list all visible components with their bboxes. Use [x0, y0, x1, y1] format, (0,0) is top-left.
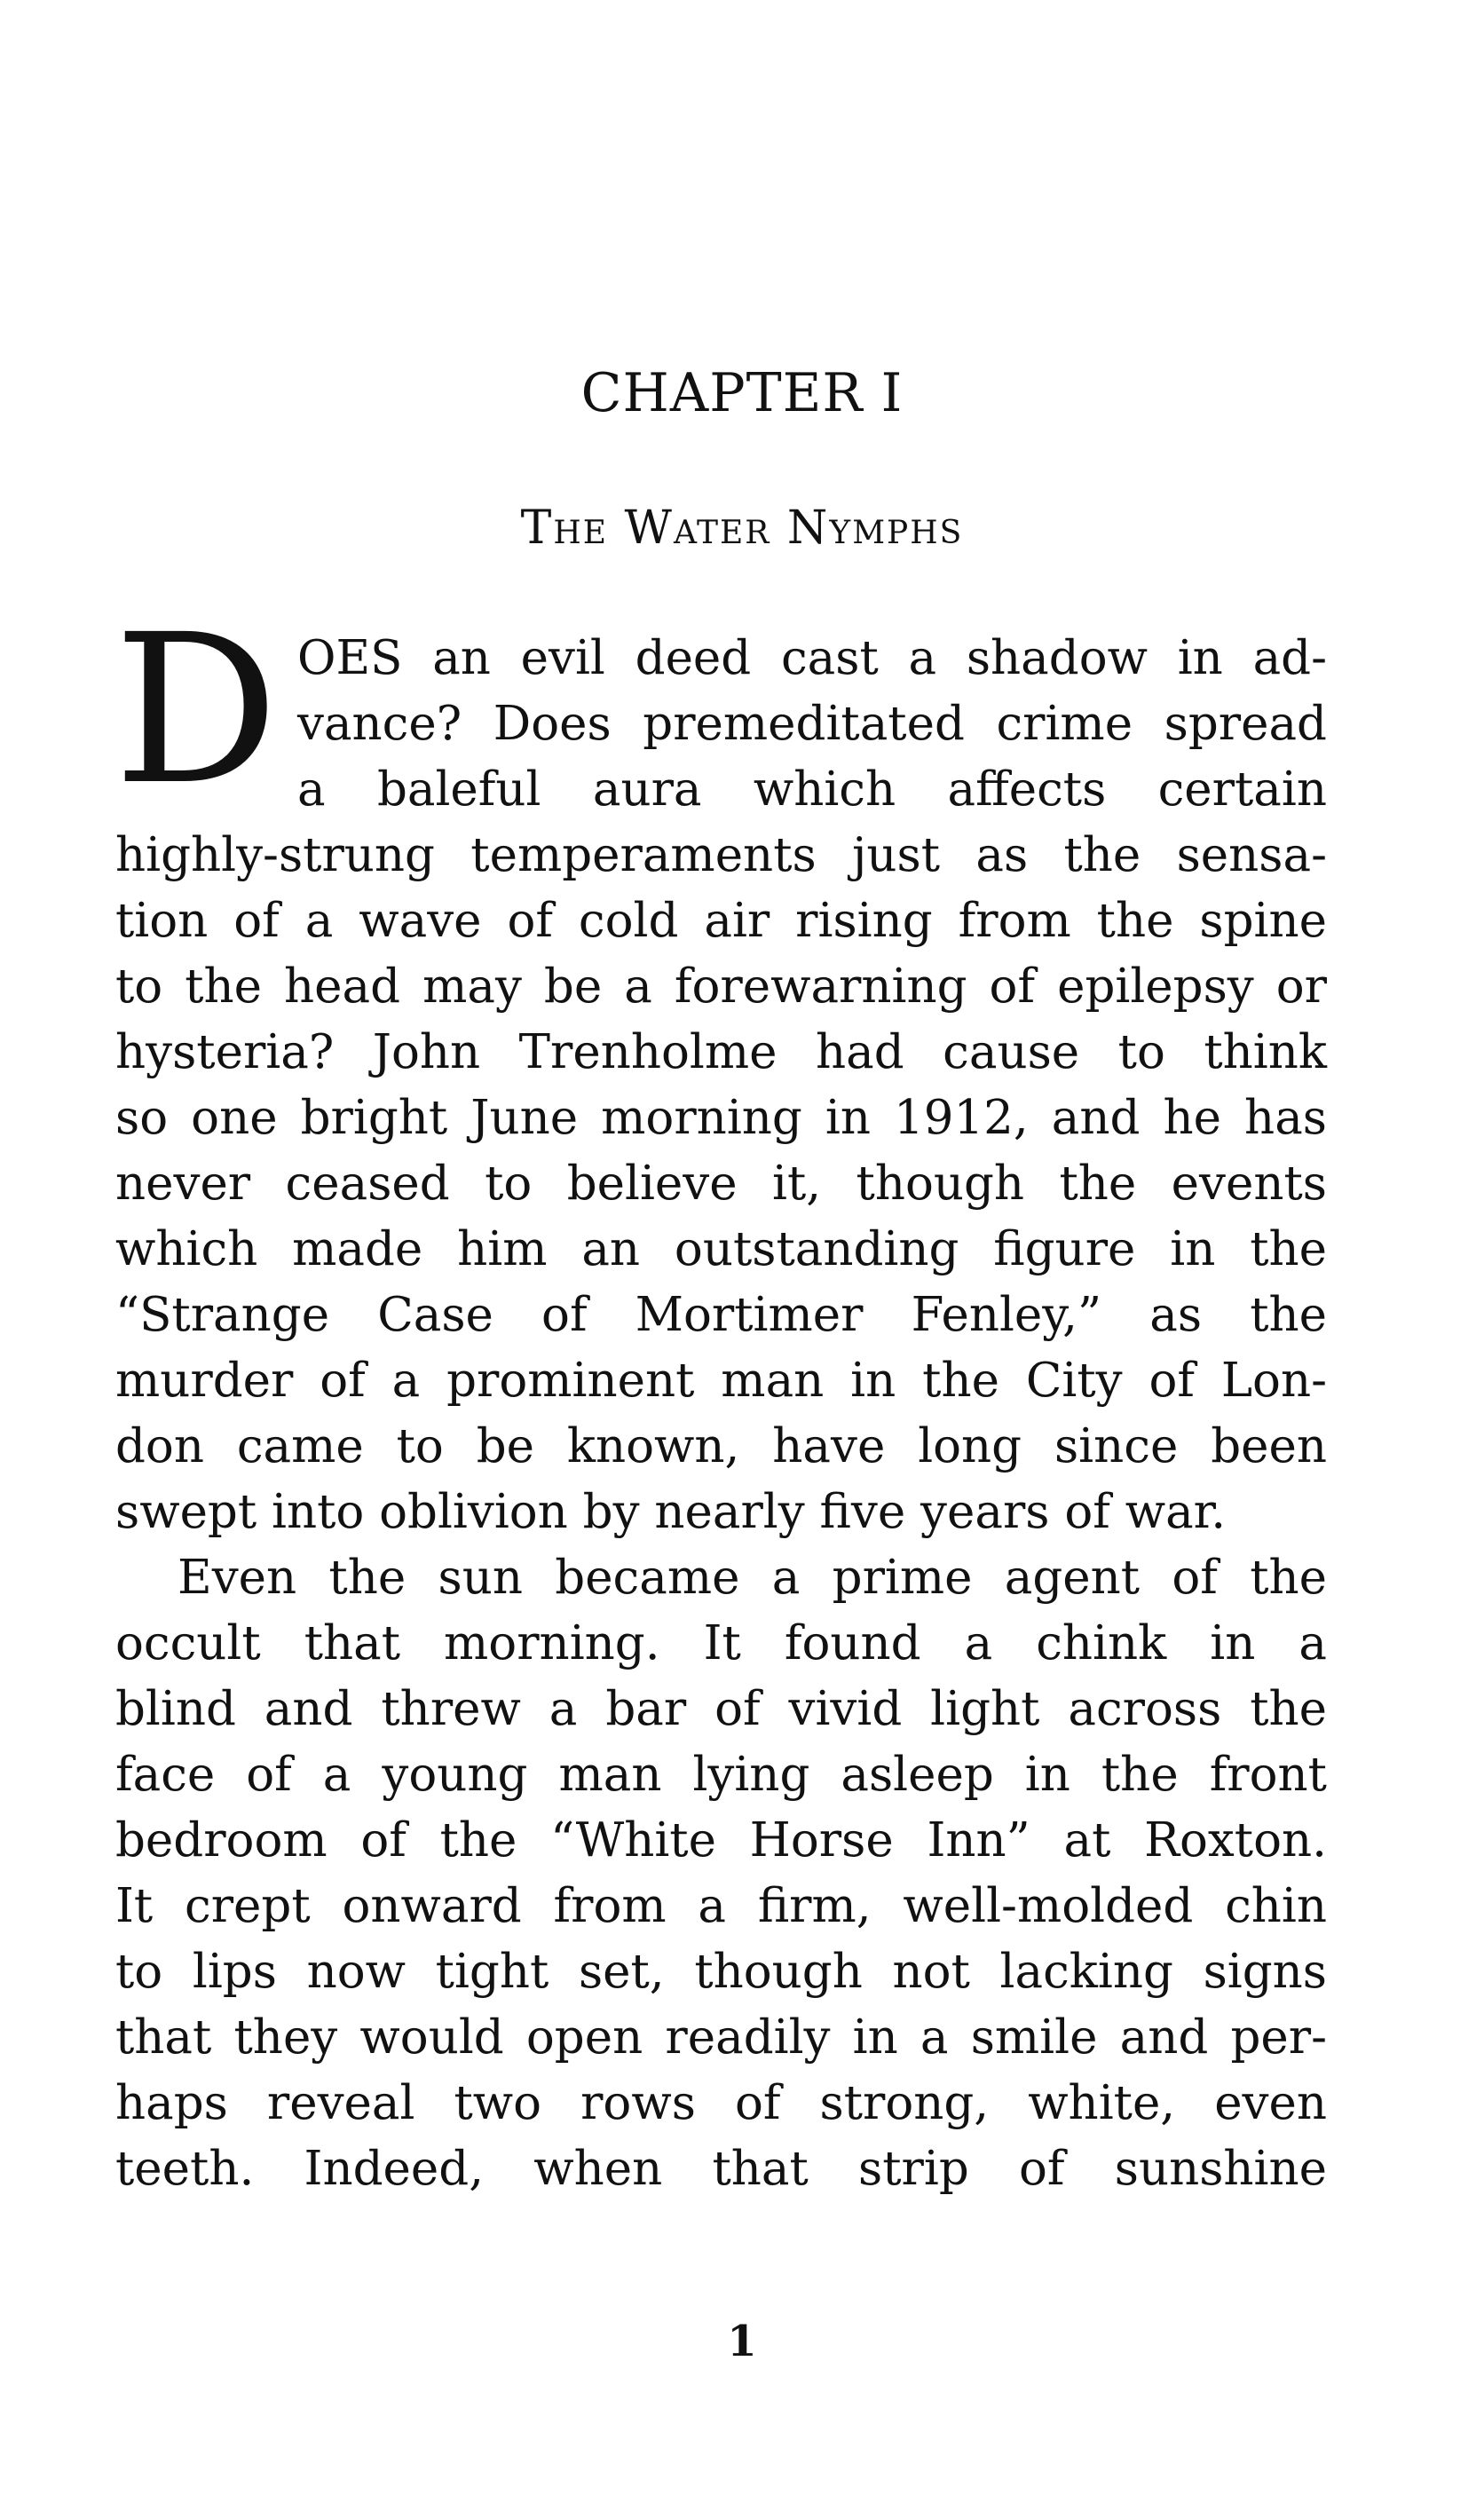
drop-cap: D	[114, 590, 280, 830]
text-line: vance? Does premeditated crime spread	[297, 697, 1327, 751]
text-line: swept into oblivion by nearly five years of war.	[115, 1485, 1227, 1539]
text-line: murder of a prominent man in the City of Lon-	[115, 1354, 1327, 1408]
text-line: a baleful aura which affects certain	[297, 762, 1327, 817]
chapter-title: The Water Nymphs	[520, 501, 964, 555]
text-line: don came to be known, have long since been	[115, 1419, 1327, 1473]
text-line: “Strange Case of Mortimer Fenley,” as the	[115, 1288, 1327, 1342]
text-line: which made him an outstanding figure in the	[115, 1222, 1327, 1276]
text-line: to lips now tight set, though not lacking signs	[115, 1945, 1327, 1999]
text-line: hysteria? John Trenholme had cause to think	[115, 1025, 1327, 1079]
text-line: face of a young man lying asleep in the front	[115, 1748, 1327, 1802]
text-line: occult that morning. It found a chink in a	[115, 1616, 1327, 1670]
text-line: bedroom of the “White Horse Inn” at Roxton.	[115, 1813, 1327, 1868]
page-number: 1	[727, 2317, 757, 2366]
text-line: highly-strung temperaments just as the sensa-	[115, 828, 1327, 882]
text-line: teeth. Indeed, when that strip of sunshine	[115, 2142, 1327, 2196]
text-line: tion of a wave of cold air rising from the spine	[115, 894, 1327, 948]
text-line: Even the sun became a prime agent of the	[178, 1551, 1327, 1605]
text-line: It crept onward from a firm, well-molded chin	[115, 1879, 1327, 1933]
text-line: so one bright June morning in 1912, and he has	[115, 1091, 1327, 1145]
text-line: OES an evil deed cast a shadow in ad-	[297, 631, 1327, 685]
text-line: to the head may be a forewarning of epilepsy or	[115, 959, 1327, 1014]
chapter-number: CHAPTER I	[580, 362, 904, 424]
text-line: never ceased to believe it, though the events	[115, 1157, 1327, 1211]
text-line: blind and threw a bar of vivid light across the	[115, 1682, 1327, 1736]
text-line: that they would open readily in a smile and per-	[115, 2010, 1327, 2065]
text-line: haps reveal two rows of strong, white, even	[115, 2076, 1327, 2130]
